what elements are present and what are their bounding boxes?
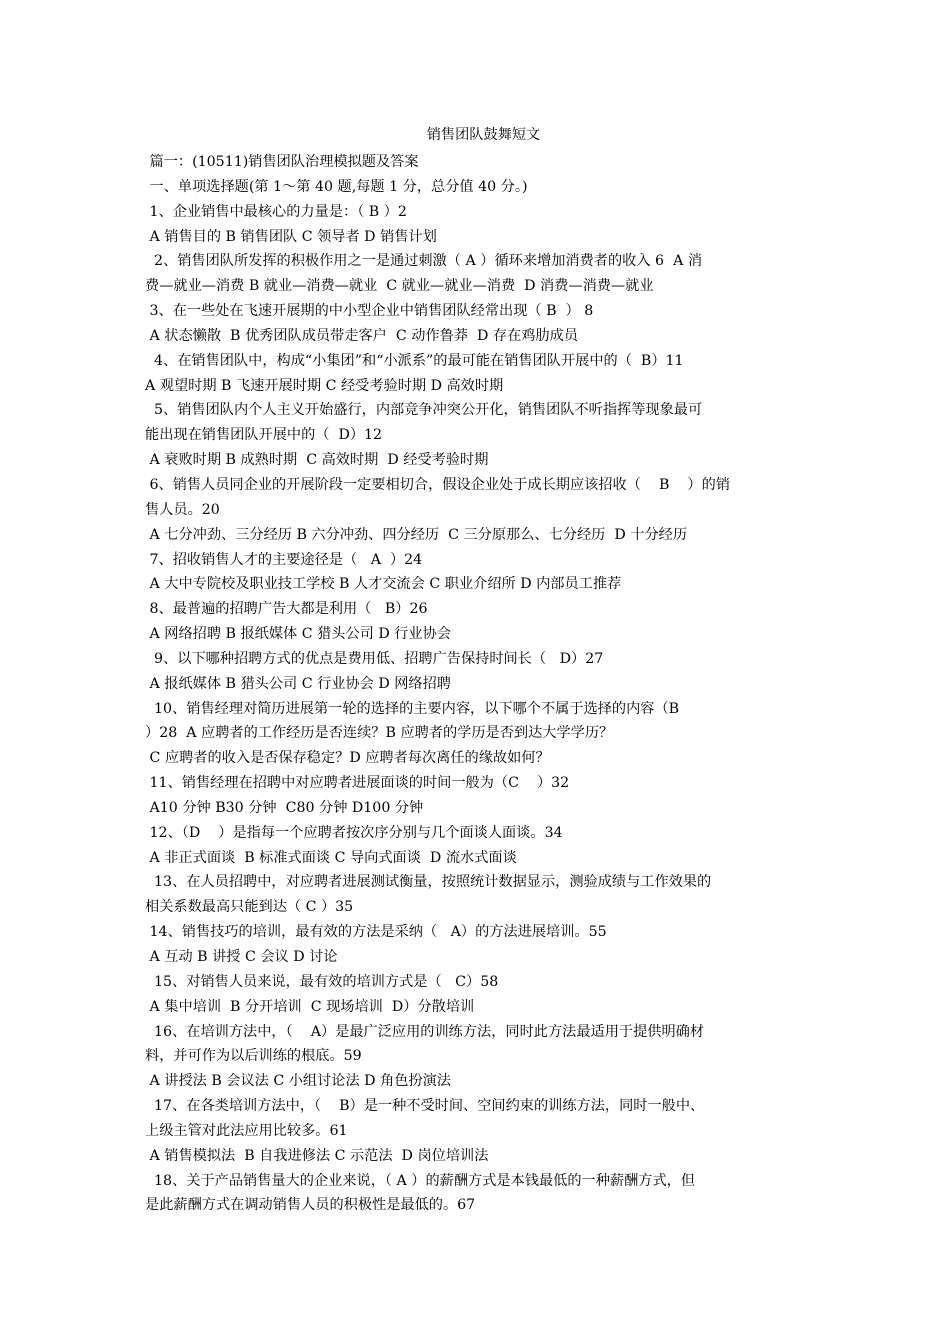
text-line: A 观望时期 B 飞速开展时期 C 经受考验时期 D 高效时期 (145, 377, 504, 394)
text-line: 费—就业—消费 B 就业—消费—就业 C 就业—就业—消费 D 消费—消费—就业 (145, 278, 654, 295)
text-line: 相关系数最高只能到达（ C ）35 (145, 899, 354, 916)
text-line: A10 分钟 B30 分钟 C80 分钟 D100 分钟 (145, 799, 424, 816)
text-line: 料，并可作为以后训练的根底。59 (145, 1048, 362, 1065)
document-title: 销售团队鼓舞短文 (426, 127, 541, 143)
text-line: 18、关于产品销售量大的企业来说，（ A ）的薪酬方式是本钱最低的一种薪酬方式，但 (145, 1172, 696, 1189)
text-line: A 销售目的 B 销售团队 C 领导者 D 销售计划 (145, 228, 437, 245)
text-line: A 讲授法 B 会议法 C 小组讨论法 D 角色扮演法 (145, 1073, 451, 1090)
text-line: 14、销售技巧的培训，最有效的方法是采纳（ A）的方法进展培训。55 (145, 924, 607, 941)
text-line: 2、销售团队所发挥的积极作用之一是通过刺激（ A ）循环来增加消费者的收入 6 A 消 (145, 253, 703, 270)
text-line: A 报纸媒体 B 猎头公司 C 行业协会 D 网络招聘 (145, 675, 451, 692)
text-line: C 应聘者的收入是否保存稳定？D 应聘者每次离任的缘故如何？ (145, 750, 550, 767)
text-line: 16、在培训方法中，（ A）是最广泛应用的训练方法，同时此方法最适用于提供明确材 (145, 1023, 705, 1040)
text-line: 1、企业销售中最核心的力量是：（ B ）2 (145, 203, 407, 220)
document-page (145, 124, 808, 1218)
text-line: A 集中培训 B 分开培训 C 现场培训 D）分散培训 (145, 998, 475, 1015)
text-line: 是此薪酬方式在调动销售人员的积极性是最低的。67 (145, 1197, 476, 1214)
text-line: 10、销售经理对简历进展第一轮的选择的主要内容，以下哪个不属于选择的内容（B (145, 700, 680, 717)
document-body (145, 150, 808, 1218)
text-line: 篇一：(10511)销售团队治理模拟题及答案 (145, 154, 419, 170)
text-line: A 大中专院校及职业技工学校 B 人才交流会 C 职业介绍所 D 内部员工推荐 (145, 576, 622, 593)
text-line: A 状态懒散 B 优秀团队成员带走客户 C 动作鲁莽 D 存在鸡肋成员 (145, 327, 579, 344)
text-line: 上级主管对此法应用比较多。61 (145, 1122, 348, 1139)
text-line: 15、对销售人员来说，最有效的培训方式是（ C）58 (145, 973, 499, 990)
text-line: A 互动 B 讲授 C 会议 D 讨论 (145, 949, 338, 965)
text-line: 13、在人员招聘中，对应聘者进展测试衡量，按照统计数据显示，测验成绩与工作效果的 (145, 874, 712, 891)
text-line: ）28 A 应聘者的工作经历是否连续？B 应聘者的学历是否到达大学学历？ (145, 725, 614, 742)
text-line: 3、在一些处在飞速开展期的中小型企业中销售团队经常出现（ B ） 8 (145, 303, 594, 320)
text-line: A 销售模拟法 B 自我进修法 C 示范法 D 岗位培训法 (145, 1147, 489, 1164)
text-line: A 七分冲劲、三分经历 B 六分冲劲、四分经历 C 三分原那么、七分经历 D 十分经历 (145, 526, 688, 543)
text-line: 6、销售人员同企业的开展阶段一定要相切合，假设企业处于成长期应该招收（ B ）的销 (145, 476, 730, 493)
text-line: 8、最普遍的招聘广告大都是利用（ B）26 (145, 601, 428, 618)
text-line: 17、在各类培训方法中，（ B）是一种不受时间、空间约束的训练方法，同时一般中、 (145, 1098, 705, 1115)
text-line: 售人员。20 (145, 501, 220, 518)
text-line: A 非正式面谈 B 标准式面谈 C 导向式面谈 D 流水式面谈 (145, 849, 517, 866)
text-line: 一、单项选择题(第 1～第 40 题,每题 1 分，总分值 40 分。) (145, 178, 528, 195)
text-line: 能出现在销售团队开展中的（ D）12 (145, 427, 383, 444)
text-line: 12、（D ）是指每一个应聘者按次序分别与几个面谈人面谈。34 (145, 824, 563, 841)
text-line: 11、销售经理在招聘中对应聘者进展面谈的时间一般为（C ）32 (145, 775, 570, 792)
text-line: A 衰败时期 B 成熟时期 C 高效时期 D 经受考验时期 (145, 452, 489, 469)
text-line: 4、在销售团队中，构成“小集团”和“小派系”的最可能在销售团队开展中的（ B）11 (145, 352, 684, 369)
text-line: 9、以下哪种招聘方式的优点是费用低、招聘广告保持时间长（ D）27 (145, 650, 604, 667)
text-line: 5、销售团队内个人主义开始盛行，内部竞争冲突公开化，销售团队不听指挥等现象最可 (145, 402, 703, 419)
text-line: 7、招收销售人才的主要途径是（ A ）24 (145, 551, 423, 568)
text-line: A 网络招聘 B 报纸媒体 C 猎头公司 D 行业协会 (145, 626, 451, 643)
